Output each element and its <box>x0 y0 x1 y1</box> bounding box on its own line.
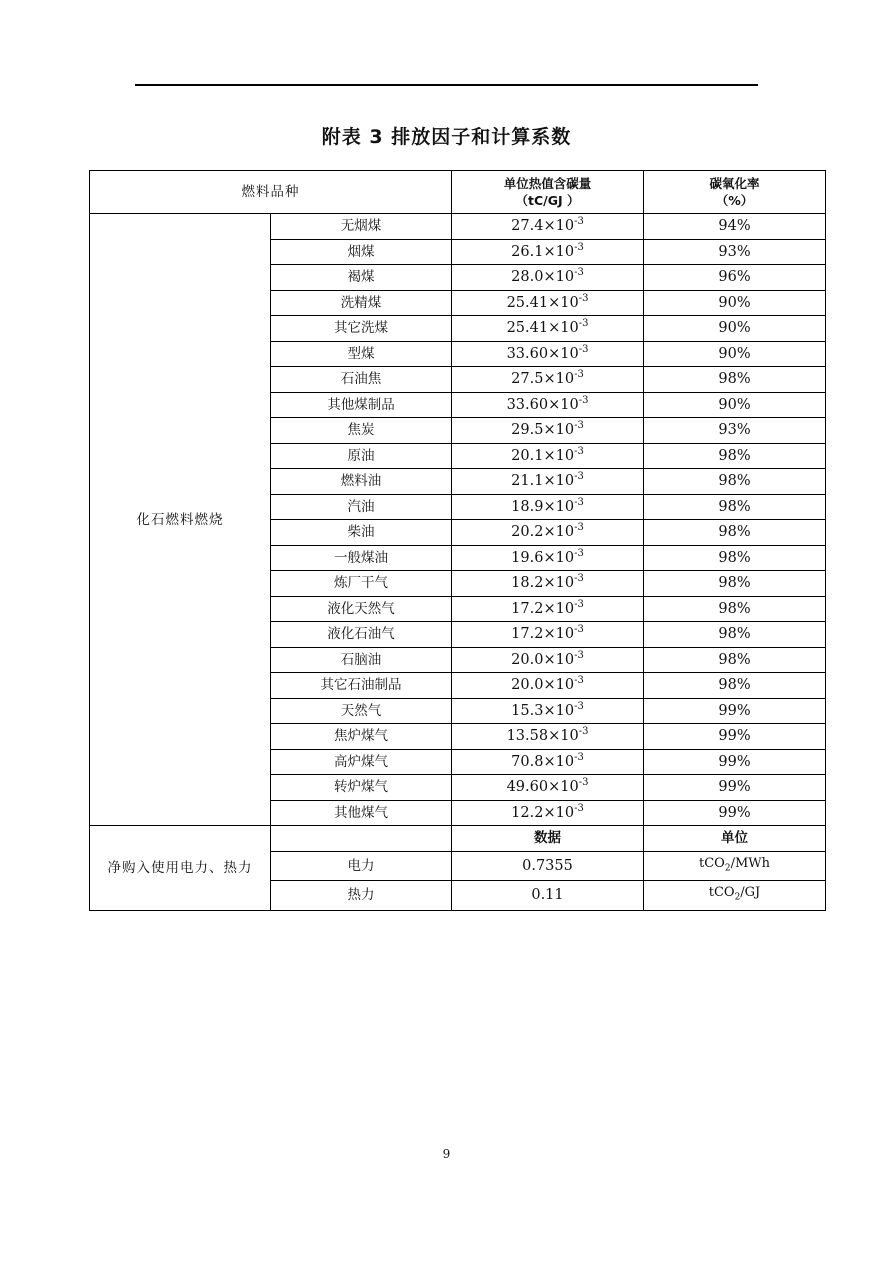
electricity-header-row <box>90 826 826 852</box>
carbon-content-value <box>452 367 644 393</box>
heat-value: 0.11 <box>452 881 644 911</box>
carbon-content-value <box>452 749 644 775</box>
carbon-content-value <box>452 341 644 367</box>
carbon-content-exponent: -3 <box>578 394 589 406</box>
heat-unit-sub: 2 <box>734 892 741 903</box>
carbon-content-value <box>452 443 644 469</box>
fuel-name: 汽油 <box>271 494 452 520</box>
carbon-content-exponent: -3 <box>574 216 584 228</box>
carbon-content-header-line2: （tC/GJ ） <box>515 193 580 208</box>
carbon-content-exponent: -3 <box>574 649 584 661</box>
electricity-unit-prefix: tCO <box>698 855 725 871</box>
fuel-type-header: 燃料品种 <box>90 171 452 214</box>
oxidation-rate-value: 90% <box>644 392 826 418</box>
fuel-name: 其它石油制品 <box>271 673 452 699</box>
electricity-unit-suffix: /MWh <box>730 855 770 871</box>
carbon-content-mantissa: 21.1×10 <box>511 473 575 490</box>
fuel-name: 石油焦 <box>271 367 452 393</box>
carbon-content-mantissa: 17.2×10 <box>511 626 575 643</box>
oxidation-rate-value: 98% <box>644 494 826 520</box>
heat-label: 热力 <box>271 881 452 911</box>
fuel-name: 其它洗煤 <box>271 316 452 342</box>
carbon-content-value <box>452 647 644 673</box>
carbon-content-exponent: -3 <box>574 547 584 559</box>
carbon-content-value <box>452 622 644 648</box>
carbon-content-value <box>452 469 644 495</box>
fuel-name: 烟煤 <box>271 239 452 265</box>
fuel-name: 柴油 <box>271 520 452 546</box>
oxidation-rate-value: 98% <box>644 443 826 469</box>
carbon-content-value <box>452 290 644 316</box>
heat-unit-suffix: /GJ <box>740 885 761 901</box>
fuel-name: 高炉煤气 <box>271 749 452 775</box>
carbon-content-value <box>452 239 644 265</box>
carbon-content-exponent: -3 <box>578 318 589 330</box>
carbon-content-mantissa: 18.9×10 <box>511 498 575 515</box>
header-rule <box>135 84 758 86</box>
oxidation-rate-value: 98% <box>644 571 826 597</box>
electricity-value: 0.7355 <box>452 851 644 881</box>
electricity-blank-cell <box>271 826 452 852</box>
fuel-name: 其他煤气 <box>271 800 452 826</box>
carbon-content-mantissa: 25.41×10 <box>506 294 579 311</box>
unit-column-header: 单位 <box>644 826 826 852</box>
data-column-header: 数据 <box>452 826 644 852</box>
carbon-content-exponent: -3 <box>574 700 584 712</box>
carbon-content-value <box>452 545 644 571</box>
oxidation-rate-value: 98% <box>644 622 826 648</box>
oxidation-rate-value: 94% <box>644 214 826 240</box>
carbon-content-mantissa: 25.41×10 <box>506 320 579 337</box>
oxidation-rate-value: 99% <box>644 724 826 750</box>
carbon-content-exponent: -3 <box>578 726 589 738</box>
oxidation-rate-header-line1: 碳氧化率 <box>709 176 760 191</box>
oxidation-rate-value: 93% <box>644 239 826 265</box>
fuel-name: 焦炭 <box>271 418 452 444</box>
carbon-content-exponent: -3 <box>574 598 584 610</box>
fuel-name: 其他煤制品 <box>271 392 452 418</box>
carbon-content-mantissa: 18.2×10 <box>511 575 575 592</box>
carbon-content-mantissa: 13.58×10 <box>506 728 579 745</box>
oxidation-rate-value: 98% <box>644 647 826 673</box>
carbon-content-mantissa: 20.0×10 <box>511 651 575 668</box>
carbon-content-value <box>452 800 644 826</box>
fuel-row <box>90 214 826 240</box>
fuel-name: 燃料油 <box>271 469 452 495</box>
carbon-content-mantissa: 49.60×10 <box>506 779 579 796</box>
oxidation-rate-header-line2: （%） <box>715 193 754 208</box>
carbon-content-exponent: -3 <box>574 802 584 814</box>
carbon-content-value <box>452 571 644 597</box>
electricity-heat-category: 净购入使用电力、热力 <box>90 826 271 911</box>
fossil-fuel-category: 化石燃料燃烧 <box>90 214 271 826</box>
carbon-content-mantissa: 33.60×10 <box>506 345 579 362</box>
fuel-name: 转炉煤气 <box>271 775 452 801</box>
page-title: 附表 3 排放因子和计算系数 <box>321 126 572 148</box>
fuel-name: 炼厂干气 <box>271 571 452 597</box>
carbon-content-value <box>452 214 644 240</box>
electricity-label: 电力 <box>271 851 452 881</box>
oxidation-rate-header <box>644 171 826 214</box>
carbon-content-exponent: -3 <box>574 573 584 585</box>
carbon-content-mantissa: 70.8×10 <box>511 753 575 770</box>
carbon-content-exponent: -3 <box>574 675 584 687</box>
carbon-content-value <box>452 520 644 546</box>
carbon-content-value <box>452 698 644 724</box>
fuel-name: 天然气 <box>271 698 452 724</box>
page-number: 9 <box>442 1147 451 1161</box>
oxidation-rate-value: 98% <box>644 596 826 622</box>
carbon-content-exponent: -3 <box>574 369 584 381</box>
fuel-name: 无烟煤 <box>271 214 452 240</box>
fuel-name: 液化石油气 <box>271 622 452 648</box>
carbon-content-exponent: -3 <box>574 522 584 534</box>
electricity-unit-sub: 2 <box>724 863 731 874</box>
heat-unit-prefix: tCO <box>708 885 735 901</box>
carbon-content-mantissa: 29.5×10 <box>511 422 575 439</box>
carbon-content-value <box>452 673 644 699</box>
oxidation-rate-value: 98% <box>644 469 826 495</box>
carbon-content-mantissa: 17.2×10 <box>511 600 575 617</box>
carbon-content-mantissa: 20.2×10 <box>511 524 575 541</box>
oxidation-rate-value: 98% <box>644 673 826 699</box>
carbon-content-exponent: -3 <box>574 241 584 253</box>
carbon-content-exponent: -3 <box>574 445 584 457</box>
carbon-content-header <box>452 171 644 214</box>
carbon-content-mantissa: 12.2×10 <box>511 804 575 821</box>
fuel-name: 石脑油 <box>271 647 452 673</box>
carbon-content-exponent: -3 <box>574 267 584 279</box>
carbon-content-mantissa: 27.4×10 <box>511 218 575 235</box>
emission-factor-table <box>89 170 826 911</box>
carbon-content-exponent: -3 <box>574 420 584 432</box>
carbon-content-mantissa: 27.5×10 <box>511 371 575 388</box>
fuel-name: 型煤 <box>271 341 452 367</box>
oxidation-rate-value: 99% <box>644 800 826 826</box>
fuel-name: 原油 <box>271 443 452 469</box>
carbon-content-exponent: -3 <box>578 343 589 355</box>
carbon-content-mantissa: 26.1×10 <box>511 243 575 260</box>
carbon-content-exponent: -3 <box>574 751 584 763</box>
carbon-content-mantissa: 15.3×10 <box>511 702 575 719</box>
oxidation-rate-value: 90% <box>644 316 826 342</box>
carbon-content-header-line1: 单位热值含碳量 <box>503 176 592 191</box>
carbon-content-value <box>452 316 644 342</box>
fuel-name: 洗精煤 <box>271 290 452 316</box>
fuel-name: 褐煤 <box>271 265 452 291</box>
header-row <box>90 171 826 214</box>
carbon-content-mantissa: 20.1×10 <box>511 447 575 464</box>
carbon-content-mantissa: 19.6×10 <box>511 549 575 566</box>
fuel-name: 液化天然气 <box>271 596 452 622</box>
electricity-unit <box>644 851 826 881</box>
carbon-content-value <box>452 418 644 444</box>
fuel-name: 一般煤油 <box>271 545 452 571</box>
heat-unit <box>644 881 826 911</box>
carbon-content-value <box>452 596 644 622</box>
carbon-content-exponent: -3 <box>578 777 589 789</box>
fuel-name: 焦炉煤气 <box>271 724 452 750</box>
carbon-content-value <box>452 775 644 801</box>
carbon-content-value <box>452 724 644 750</box>
oxidation-rate-value: 98% <box>644 367 826 393</box>
oxidation-rate-value: 96% <box>644 265 826 291</box>
oxidation-rate-value: 99% <box>644 698 826 724</box>
carbon-content-mantissa: 20.0×10 <box>511 677 575 694</box>
oxidation-rate-value: 98% <box>644 545 826 571</box>
carbon-content-exponent: -3 <box>574 471 584 483</box>
carbon-content-exponent: -3 <box>574 624 584 636</box>
carbon-content-value <box>452 265 644 291</box>
carbon-content-mantissa: 33.60×10 <box>506 396 579 413</box>
carbon-content-value <box>452 392 644 418</box>
oxidation-rate-value: 90% <box>644 290 826 316</box>
carbon-content-exponent: -3 <box>574 496 584 508</box>
carbon-content-exponent: -3 <box>578 292 589 304</box>
carbon-content-value <box>452 494 644 520</box>
oxidation-rate-value: 93% <box>644 418 826 444</box>
carbon-content-mantissa: 28.0×10 <box>511 269 575 286</box>
oxidation-rate-value: 98% <box>644 520 826 546</box>
oxidation-rate-value: 90% <box>644 341 826 367</box>
oxidation-rate-value: 99% <box>644 749 826 775</box>
oxidation-rate-value: 99% <box>644 775 826 801</box>
table-body <box>90 171 826 911</box>
